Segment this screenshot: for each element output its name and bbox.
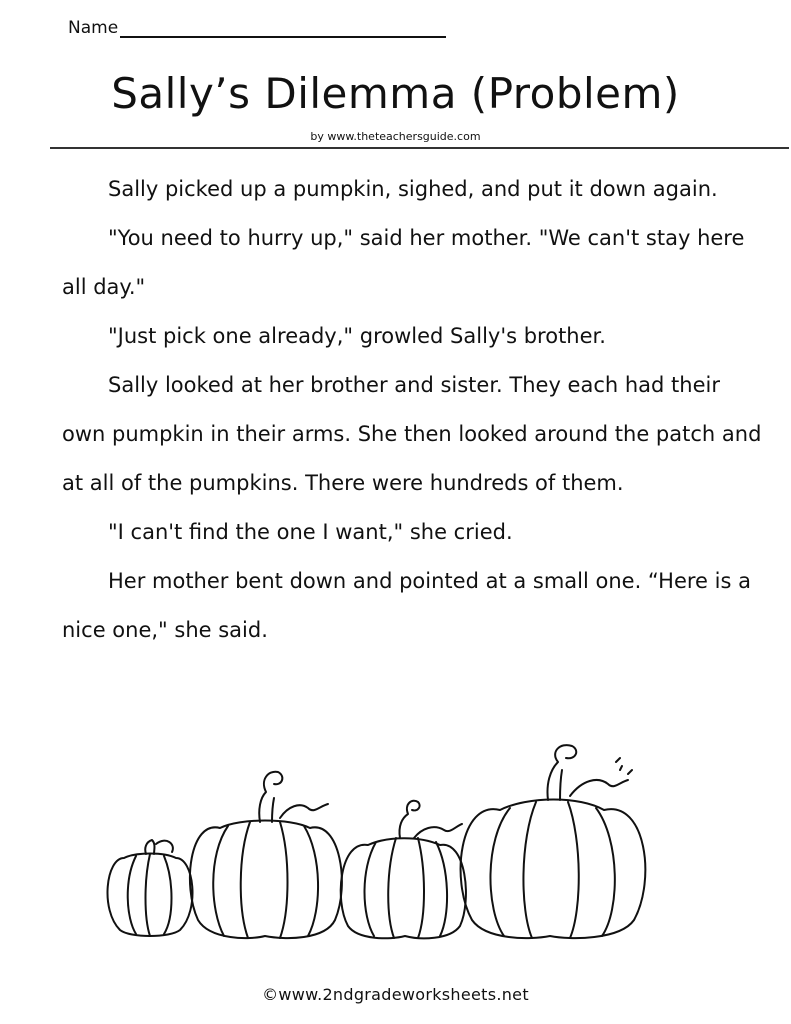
story-paragraph: "You need to hurry up," said her mother. "We can't stay here all day." bbox=[62, 226, 745, 299]
small-pumpkin bbox=[108, 840, 193, 936]
footer-copyright: ©www.2ndgradeworksheets.net bbox=[262, 985, 529, 1004]
story-paragraph: "I can't find the one I want," she cried. bbox=[108, 520, 513, 544]
byline: by www.theteachersguide.com bbox=[310, 130, 481, 143]
name-line[interactable] bbox=[120, 18, 446, 38]
pumpkin-right bbox=[461, 745, 646, 938]
story-paragraph: Sally picked up a pumpkin, sighed, and put it down again. bbox=[108, 177, 718, 201]
pumpkin-middle bbox=[341, 801, 466, 939]
divider bbox=[50, 147, 789, 149]
story-text bbox=[62, 165, 762, 655]
name-field[interactable] bbox=[68, 18, 446, 38]
story-paragraph: Sally looked at her brother and sister. They each had their own pumpkin in their arms. She then looked around the patch and at all of the pumpkins. There were hundreds of them. bbox=[62, 373, 762, 495]
name-label: Name bbox=[68, 18, 119, 38]
pumpkins-illustration bbox=[100, 740, 690, 940]
page-title: Sally’s Dilemma (Problem) bbox=[111, 69, 680, 118]
story-paragraph: "Just pick one already," growled Sally's brother. bbox=[108, 324, 606, 348]
pumpkin-left bbox=[190, 772, 342, 938]
story-paragraph: Her mother bent down and pointed at a small one. “Here is a nice one," she said. bbox=[62, 569, 751, 642]
